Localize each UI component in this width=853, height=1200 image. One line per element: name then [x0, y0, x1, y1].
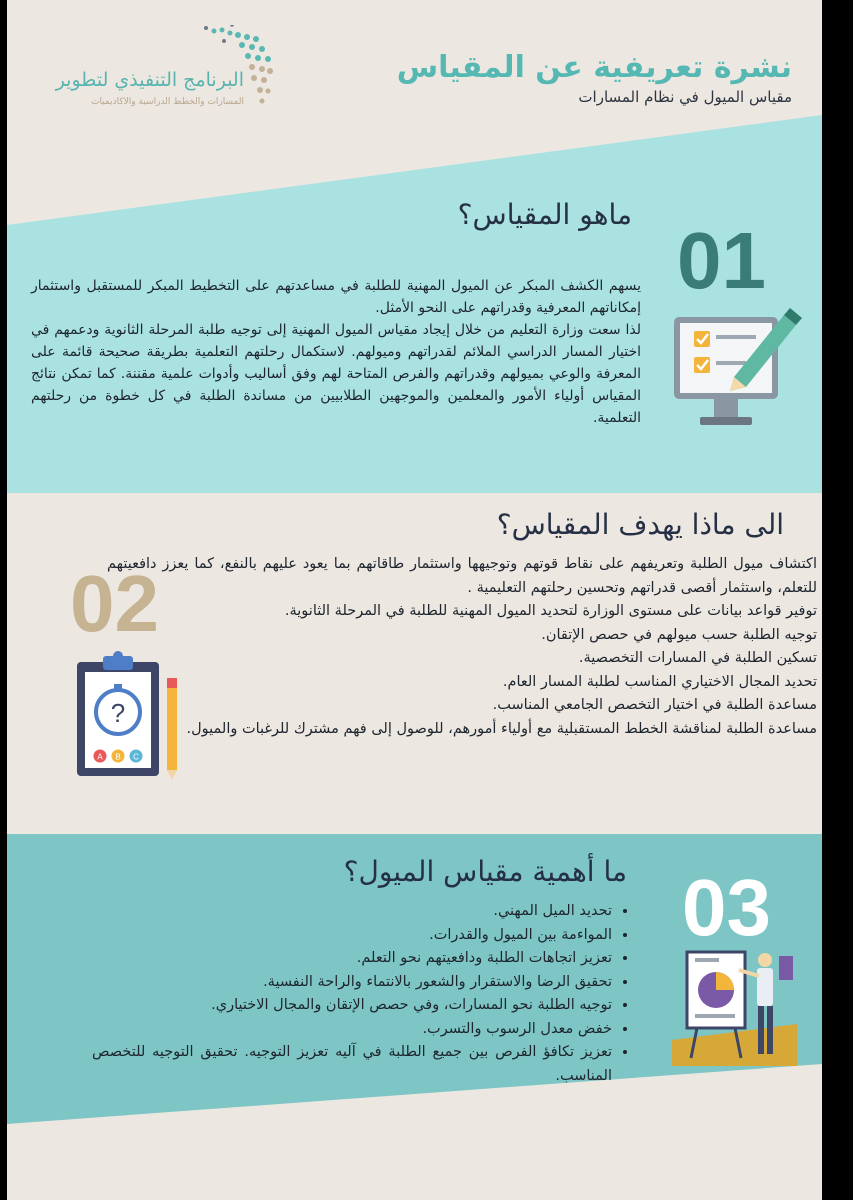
- list-item: • تحقيق الرضا والاستقرار والشعور بالانتماء والراحة النفسية.: [92, 971, 612, 995]
- logo-line1: البرنامج التنفيذي لتطوير: [55, 69, 244, 91]
- quiz-mark: ?: [110, 698, 126, 728]
- page-subtitle: مقياس الميول في نظام المسارات: [578, 88, 792, 106]
- section2-list: [107, 553, 822, 741]
- option-c-badge: C: [133, 752, 139, 762]
- list-item: • مساعدة الطلبة لمناقشة الخطط المستقبلية مع أولياء أمورهم، للوصول إلى فهم مشترك للرغبات والميول.: [107, 718, 817, 742]
- list-item: • توجيه الطلبة نحو المسارات، وفي حصص الإتقان والمجال الاختياري.: [92, 994, 612, 1018]
- option-a-badge: A: [97, 752, 103, 762]
- clipboard-quiz-icon: [73, 650, 188, 780]
- list-item: • تعزيز اتجاهات الطلبة ودافعيتهم نحو التعلم.: [92, 947, 612, 971]
- section3-number: 03: [682, 863, 771, 952]
- list-item: • تحديد الميل المهني.: [92, 900, 612, 924]
- list-item: • مساعدة الطلبة في اختيار التخصص الجامعي المناسب.: [107, 694, 817, 718]
- list-item: • توجيه الطلبة حسب ميولهم في حصص الإتقان.: [107, 624, 817, 648]
- list-item: • اكتشاف ميول الطلبة وتعريفهم على نقاط قوتهم وتوجيهها واستثمار طاقاتهم بما يعود عليهم بالنفع، كما يعزز دافعيتهم للتعلم، واستثمار أقصى قدراتهم وتحسين رحلتهم التعليمية .: [107, 553, 817, 600]
- program-logo: [55, 25, 287, 115]
- monitor-checklist-icon: [672, 305, 802, 435]
- section1-paragraph2: لذا سعت وزارة التعليم من خلال إيجاد مقياس الميول المهنية إلى توجيه طلبة المرحلة الثانوية ودعمهم في اختيار المسار الدراسي الملائم لقدراتهم وميولهم. لاستكمال رحلتهم التعلمية بطريقة صحيحة قائمة على المعرفة والوعي بميولهم وقدراتهم والفرص المتاحة لهم وفق أساليب وأدوات علمية مقننة. كما تمكن نتائج المقياس أولياء الأمور والمعلمين والموجهين الطلابيين من مساندة الطلبة في كل خطوة من رحلتهم التعلمية.: [31, 322, 641, 426]
- section1-title: ماهو المقياس؟: [457, 198, 632, 231]
- flyer-page: [7, 0, 822, 1200]
- page-title: نشرة تعريفية عن المقياس: [396, 50, 792, 85]
- section3-title: ما أهمية مقياس الميول؟: [343, 855, 627, 888]
- section1-paragraph1: يسهم الكشف المبكر عن الميول المهنية للطلبة في مساعدتهم على التخطيط المبكر للمستقبل واستثمار إمكاناتهم المعرفية وقدراتهم على النحو الأمثل.: [31, 278, 641, 316]
- list-item: • تسكين الطلبة في المسارات التخصصية.: [107, 647, 817, 671]
- list-item: • تعزيز تكافؤ الفرص بين جميع الطلبة في آليه تعزيز التوجيه. تحقيق التوجيه للتخصص المناسب.: [92, 1041, 612, 1088]
- list-item: • المواءمة بين الميول والقدرات.: [92, 924, 612, 948]
- section3-list: [92, 900, 630, 1088]
- section1-paragraphs: [31, 275, 641, 429]
- list-item: • تحديد المجال الاختياري المناسب لطلبة المسار العام.: [107, 671, 817, 695]
- list-item: • خفض معدل الرسوب والتسرب.: [92, 1018, 612, 1042]
- list-item: • توفير قواعد بيانات على مستوى الوزارة لتحديد الميول المهنية للطلبة في المرحلة الثانوية.: [107, 600, 817, 624]
- section2-number: 02: [70, 559, 159, 648]
- section1-number: 01: [677, 216, 766, 305]
- presentation-board-icon: [667, 948, 802, 1068]
- logo-line2: المسارات والخطط الدراسية والاكاديميات: [91, 97, 244, 107]
- section2-title: الى ماذا يهدف المقياس؟: [496, 508, 784, 541]
- option-b-badge: B: [115, 752, 121, 762]
